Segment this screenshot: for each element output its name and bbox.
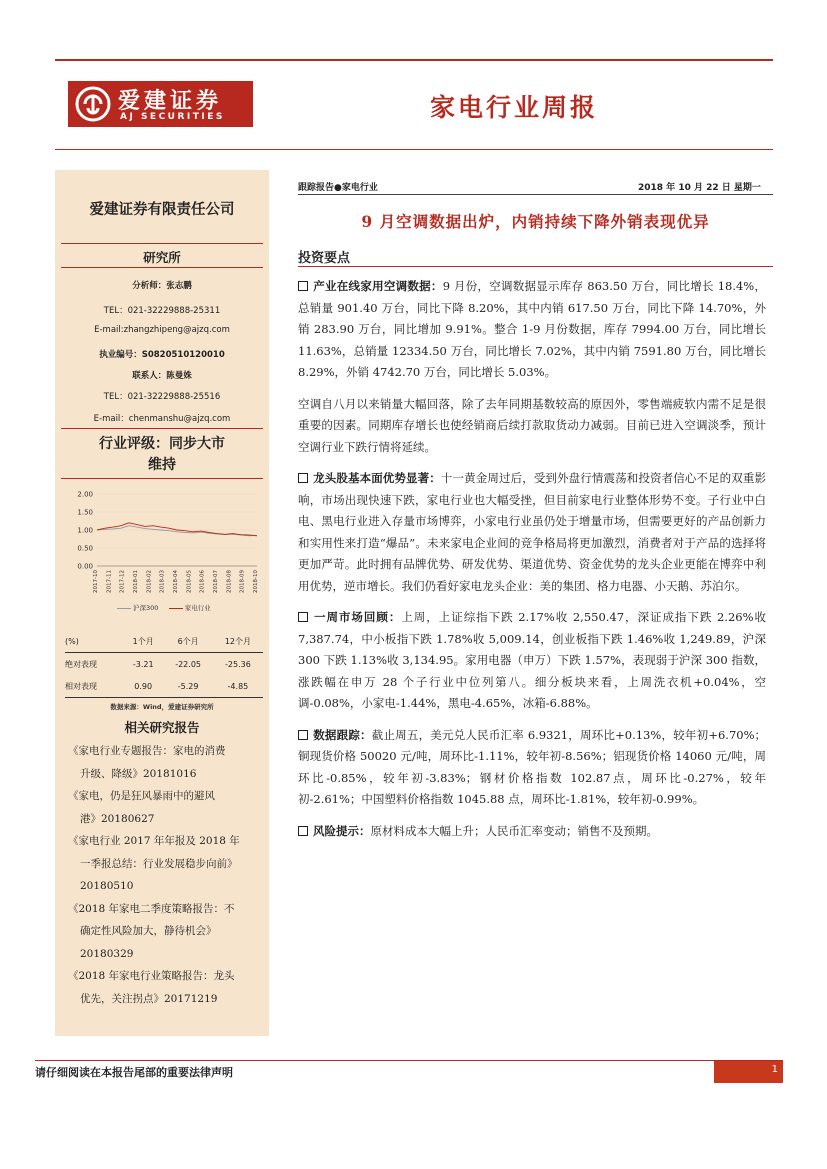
- checkbox-bullet-icon: [298, 730, 308, 740]
- paragraph: [298, 607, 766, 715]
- industry-rating: [55, 434, 269, 476]
- x-tick-label: 2018-09: [239, 570, 246, 593]
- table-header-cell: 12个月: [213, 630, 263, 653]
- paragraph-text: 原材料成本大幅上升；人民币汇率变动；销售不及预期。: [370, 823, 658, 838]
- paragraph-keyword: 龙头股基本面优势显著：: [313, 471, 441, 485]
- sidebar: [55, 170, 269, 1036]
- related-reports-list: [68, 740, 260, 1010]
- legend-series-1: 沪深300: [133, 604, 159, 612]
- table-cell: -5.29: [163, 675, 212, 698]
- paragraph-text: 截止周五，美元兑人民币汇率 6.9321，周环比+0.13%，较年初+6.70%；铜现货价格 50020 元/吨，周环比-1.11%，较年初-8.56%；铝现货价格 14060 元/吨，周环比-0.85%，较年初-3.83%；钢材价格指数 102.87点，周环比-0.27%，较年初-2.61%；中国塑料价格指数 1045.88 点，周环比-1.81%，较年初-0.99%。: [298, 727, 767, 806]
- x-tick-label: 2018-04: [173, 570, 179, 593]
- paragraph-keyword: 风险提示：: [313, 823, 371, 838]
- related-report-line: 《家电行业 2017 年年报及 2018 年: [68, 835, 240, 847]
- x-tick-label: 2018-08: [226, 570, 233, 593]
- contact-email: E-mail：chenmanshu@ajzq.com: [93, 414, 231, 424]
- meta-rule: [298, 194, 773, 195]
- aj-logo-icon: [75, 86, 111, 122]
- series-line-1: [97, 526, 257, 536]
- page-number: 1: [771, 1064, 778, 1075]
- table-row: [65, 675, 263, 698]
- row-label: 相对表现: [65, 675, 123, 698]
- analyst-tel: TEL：021-32229888-25311: [103, 306, 221, 316]
- related-report-line: 港》20180627: [80, 812, 155, 825]
- footer-rule: [35, 1060, 783, 1061]
- rating-line-1: 行业评级：同步大市: [99, 436, 225, 452]
- sidebar-divider: [61, 478, 263, 479]
- related-report-line: 确定性风险加大，静待机会》: [80, 925, 217, 937]
- paragraph: [298, 468, 766, 597]
- related-report-line: 优先，关注拐点》20171219: [80, 992, 218, 1005]
- y-tick-label: 0.50: [77, 544, 93, 553]
- paragraph-text: 十一黄金周过后，受到外盘行情震荡和投资者信心不足的双重影响，市场出现快速下跌，家电行业也大幅受挫，但目前家电行业整体形势不变。子行业中白电、黑电行业进入存量市场博弈，小家电行业虽仍处于增量市场，但需要更好的产品创新力和实用性来打造“爆品”。未来家电企业间的竞争格局将更加激烈，消费者对于产品的选择将更加严苛。此时拥有品牌优势、研发优势、渠道优势、资金优势的龙头企业更能在博弈中利用优势，逆市增长。我们仍看好家电龙头企业：美的集团、格力电器、小天鹅、苏泊尔。: [298, 471, 767, 593]
- contact-name: 联系人：陈曼姝: [132, 371, 192, 381]
- x-tick-label: 2018-03: [159, 570, 166, 593]
- series-line-2: [97, 523, 257, 536]
- report-type-title: 家电行业周报: [430, 93, 599, 122]
- paragraph-keyword: 数据跟踪：: [313, 727, 372, 742]
- report-category: 跟踪报告●家电行业: [298, 183, 378, 193]
- checkbox-bullet-icon: [298, 612, 308, 622]
- related-report-line: 《2018 年家电二季度策略报告：不: [68, 902, 235, 915]
- analyst-name: 分析师：张志鹏: [132, 281, 192, 291]
- related-report-link[interactable]: [68, 830, 260, 898]
- checkbox-bullet-icon: [298, 473, 308, 483]
- legend-series-2: 家电行业: [184, 604, 211, 612]
- performance-table: [65, 630, 263, 698]
- paragraph: [298, 394, 766, 459]
- related-report-line: 20180510: [80, 880, 134, 892]
- logo-chinese: 爱建证券: [118, 88, 223, 114]
- y-tick-label: 1.50: [77, 508, 93, 517]
- related-report-line: 升级、降级》20181016: [80, 767, 197, 780]
- x-tick-label: 2018-07: [213, 570, 219, 593]
- x-tick-label: 2018-02: [146, 570, 153, 593]
- y-tick-label: 2.00: [77, 490, 93, 499]
- section-title: 投资要点: [298, 251, 351, 266]
- paragraph-keyword: 一周市场回顾：: [313, 610, 402, 624]
- x-tick-label: 2017-12: [119, 570, 126, 593]
- sidebar-divider: [61, 267, 263, 268]
- data-source: 数据来源：Wind，爱建证券研究所: [110, 703, 214, 711]
- body-text: [298, 276, 766, 852]
- table-cell: -3.21: [132, 659, 154, 669]
- related-report-link[interactable]: [68, 898, 260, 966]
- main-title: 9 月空调数据出炉，内销持续下降外销表现优异: [361, 212, 710, 231]
- related-report-line: 20180329: [80, 947, 134, 960]
- table-header-cell: 6个月: [163, 630, 212, 653]
- x-tick-label: 2018-10: [253, 570, 259, 593]
- related-report-line: 《家电，仍是狂风暴雨中的避风: [68, 790, 215, 802]
- license-number: 执业编号：S0820510120010: [99, 350, 225, 360]
- x-tick-label: 2018-06: [199, 570, 206, 593]
- x-tick-label: 2018-05: [186, 570, 193, 593]
- related-report-line: 一季报总结：行业发展稳步向前》: [80, 857, 238, 870]
- table-cell: -4.85: [213, 675, 263, 698]
- paragraph: [298, 821, 766, 843]
- institute-title: 研究所: [143, 250, 181, 265]
- paragraph: [298, 725, 766, 811]
- checkbox-bullet-icon: [298, 826, 308, 836]
- paragraph-text: 9 月份，空调数据显示库存 863.50 万台，同比增长 18.4%，总销量 901.40 万台，同比下降 8.20%，其中内销 617.50 万台，同比下降 14.70%，外销 283.90 万台，同比增加 9.91%。整合 1-9 月份数据，库存 7994.00 万台，同比增长 11.63%，总销量 12334.50 万台，同比增长 7.02%，其中内销 7591.80 万台，同比增长 8.29%，外销 4742.70 万台，同比增长 5.03%。: [298, 279, 766, 379]
- table-cell: -22.05: [175, 659, 201, 669]
- checkbox-bullet-icon: [298, 281, 308, 291]
- company-name: 爱建证券有限责任公司: [89, 201, 235, 218]
- paragraph: [298, 276, 766, 384]
- table-header-row: [65, 630, 263, 653]
- sidebar-divider: [61, 428, 263, 429]
- table-row: [65, 653, 263, 676]
- related-report-line: 《家电行业专题报告：家电的消费: [68, 745, 226, 757]
- sidebar-divider: [61, 243, 263, 244]
- logo-english: AJ SECURITIES: [120, 112, 225, 122]
- analyst-email: E-mail:zhangzhipeng@ajzq.com: [94, 325, 230, 335]
- legal-disclaimer: 请仔细阅读在本报告尾部的重要法律声明: [35, 1066, 233, 1079]
- table-cell: 0.90: [123, 675, 163, 698]
- performance-chart: [63, 488, 263, 618]
- row-label: 绝对表现: [65, 659, 97, 669]
- section-rule: [298, 266, 773, 267]
- x-tick-label: 2018-01: [133, 570, 139, 593]
- x-tick-label: 2017-10: [93, 570, 99, 593]
- y-tick-label: 0.00: [77, 562, 93, 571]
- table-cell: -25.36: [225, 659, 251, 669]
- paragraph-text: 上周，上证综指下跌 2.17%收 2,550.47，深证成指下跌 2.26%收 7,387.74，中小板指下跌 1.78%收 5,009.14，创业板指下跌 1.46%收 1,249.89，沪深 300 下跌 1.13%收 3,134.95。家用电器（申万）下跌 1.57%，表现弱于沪深 300 指数，涨跌幅在申万 28 个子行业中位列第八。细分板块来看，上周洗衣机+0.04%，空调-0.08%，小家电-1.44%，黑电-4.65%，冰箱-6.88%。: [298, 610, 766, 710]
- chart-legend: [115, 603, 211, 612]
- header-bottom-rule: [55, 149, 773, 150]
- related-report-link[interactable]: [68, 965, 260, 1010]
- rating-line-2: 维持: [148, 457, 176, 473]
- related-reports-title: 相关研究报告: [124, 720, 200, 735]
- contact-tel: TEL：021-32229888-25516: [103, 392, 221, 402]
- report-date: 2018 年 10 月 22 日 星期一: [638, 183, 761, 193]
- related-report-line: 《2018 年家电行业策略报告：龙头: [68, 970, 235, 982]
- paragraph-text: 空调自八月以来销量大幅回落，除了去年同期基数较高的原因外，零售端疲软内需不足是很重要的因素。同期库存增长也使经销商后续打款取货动力减弱。目前已进入空调淡季，预计空调行业下跌行情将延续。: [298, 396, 766, 454]
- x-tick-label: 2017-11: [106, 570, 113, 593]
- table-header-cell: (%): [65, 630, 123, 653]
- related-report-link[interactable]: [68, 785, 260, 830]
- table-header-cell: 1个月: [123, 630, 163, 653]
- paragraph-keyword: 产业在线家用空调数据：: [313, 279, 443, 293]
- related-report-link[interactable]: [68, 740, 260, 785]
- y-tick-label: 1.00: [77, 526, 93, 535]
